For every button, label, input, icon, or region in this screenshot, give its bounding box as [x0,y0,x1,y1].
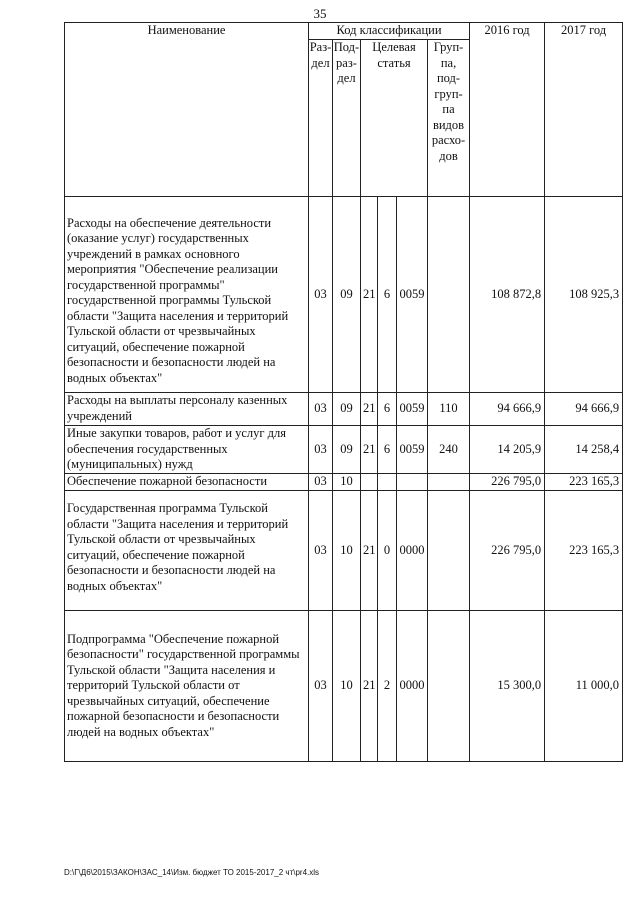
cell-vr [428,611,470,762]
cell-cs3: 0000 [397,611,428,762]
cell-podrazdel: 10 [333,474,361,491]
cell-podrazdel: 09 [333,197,361,393]
cell-cs1: 21 [361,393,378,426]
header-classification: Код классификации [309,23,470,40]
row-name: Подпрограмма "Обеспечение пожарной безопасности" государственной программы Тульской области "Защита населения и территорий Тульской области от чрезвычайных ситуаций, обеспечение пожарной безопасности и безопасности людей на водных объектах" [65,611,309,762]
cell-razdel: 03 [309,491,333,611]
cell-razdel: 03 [309,611,333,762]
page-number: 35 [313,6,327,21]
cell-vr: 110 [428,393,470,426]
cell-razdel: 03 [309,393,333,426]
cell-cs1 [361,474,378,491]
cell-podrazdel: 09 [333,393,361,426]
header-year-2016: 2016 год [470,23,545,197]
cell-cs2: 6 [378,197,397,393]
row-name: Расходы на обеспечение деятельности (оказание услуг) государственных учреждений в рамках основного мероприятия "Обеспечение реализации государственной программы" государственной программы Тульской области "Защита населения и территорий Тульской области от чрезвычайных ситуаций, обеспечение пожарной безопасности и безопасности людей на водных объектах" [65,197,309,393]
cell-cs1: 21 [361,491,378,611]
cell-cs3: 0059 [397,426,428,474]
cell-cs1: 21 [361,197,378,393]
cell-cs1: 21 [361,611,378,762]
row-name: Расходы на выплаты персоналу казенных учреждений [65,393,309,426]
cell-podrazdel: 09 [333,426,361,474]
cell-cs2: 2 [378,611,397,762]
cell-2016: 94 666,9 [470,393,545,426]
header-target-item: Целевая статья [361,40,428,197]
header-year-2017: 2017 год [545,23,623,197]
table-row [65,197,623,393]
table-row [65,474,623,491]
cell-razdel: 03 [309,426,333,474]
cell-cs3: 0000 [397,491,428,611]
cell-cs3 [397,474,428,491]
cell-vr: 240 [428,426,470,474]
cell-2017: 94 666,9 [545,393,623,426]
row-name: Государственная программа Тульской области "Защита населения и территорий Тульской области от чрезвычайных ситуаций, обеспечение пожарной безопасности и безопасности людей на водных объектах" [65,491,309,611]
cell-cs2: 6 [378,393,397,426]
cell-2016: 14 205,9 [470,426,545,474]
cell-2016: 108 872,8 [470,197,545,393]
cell-2017: 108 925,3 [545,197,623,393]
table-row [65,393,623,426]
cell-razdel: 03 [309,474,333,491]
header-expense-group: Груп- па, под- груп- па видов расхо- дов [428,40,470,197]
cell-cs3: 0059 [397,393,428,426]
cell-razdel: 03 [309,197,333,393]
table-row [65,611,623,762]
header-subsection: Под- раз- дел [333,40,361,197]
header-name: Наименование [65,23,309,197]
cell-vr [428,197,470,393]
row-name: Иные закупки товаров, работ и услуг для обеспечения государственных (муниципальных) нужд [65,426,309,474]
cell-cs1: 21 [361,426,378,474]
cell-2017: 14 258,4 [545,426,623,474]
cell-2016: 226 795,0 [470,474,545,491]
header-row-top [65,23,623,40]
cell-cs2: 0 [378,491,397,611]
cell-cs2: 6 [378,426,397,474]
cell-vr [428,491,470,611]
cell-podrazdel: 10 [333,611,361,762]
cell-2017: 11 000,0 [545,611,623,762]
cell-podrazdel: 10 [333,491,361,611]
cell-2016: 15 300,0 [470,611,545,762]
row-name: Обеспечение пожарной безопасности [65,474,309,491]
cell-vr [428,474,470,491]
cell-cs3: 0059 [397,197,428,393]
cell-cs2 [378,474,397,491]
table-row [65,491,623,611]
cell-2016: 226 795,0 [470,491,545,611]
header-section: Раз- дел [309,40,333,197]
file-path-footer: D:\Г\Д6\2015\ЗАКОН\ЗАС_14\Изм. бюджет ТО 2015-2017_2 чт\рr4.xls [64,868,320,877]
cell-2017: 223 165,3 [545,474,623,491]
cell-2017: 223 165,3 [545,491,623,611]
table-row [65,426,623,474]
budget-table [64,22,623,762]
